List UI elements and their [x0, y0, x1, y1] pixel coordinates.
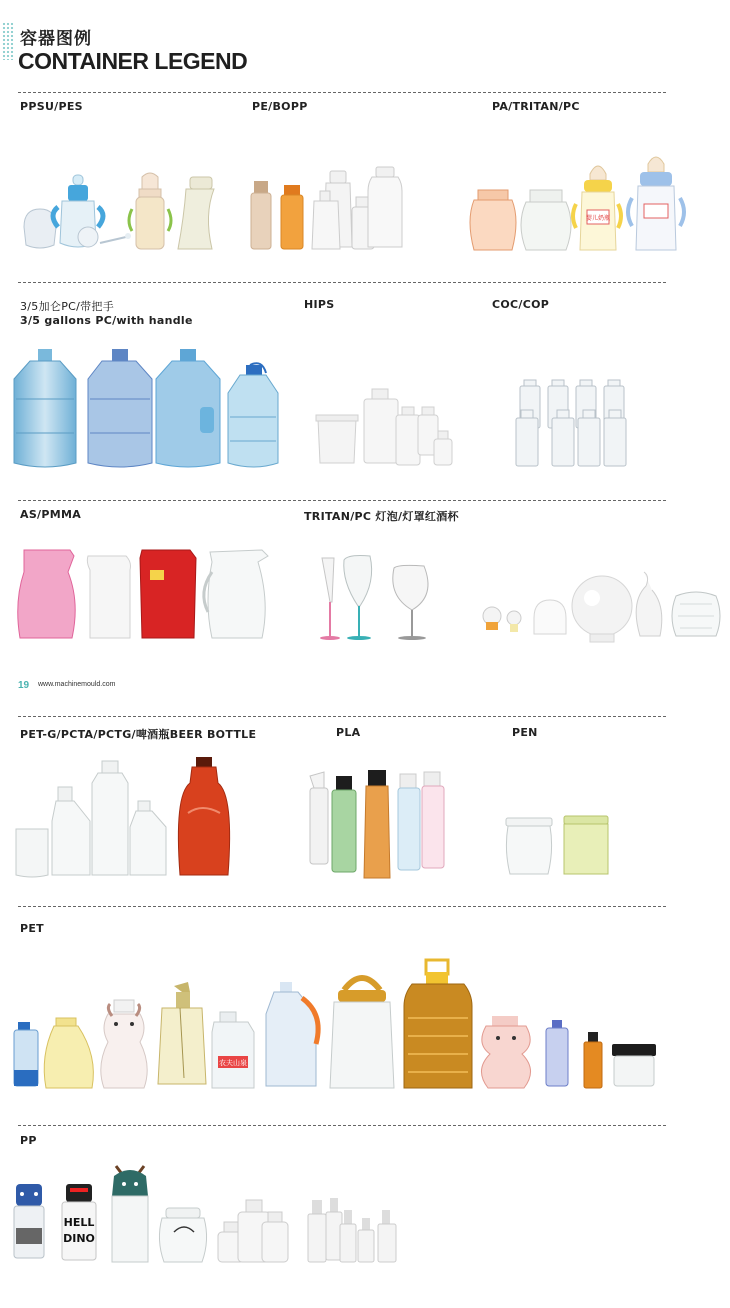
- section-label-ppsu: PPSU/PES: [20, 100, 83, 113]
- divider: [18, 906, 666, 907]
- section-label-petg: PET-G/PCTA/PCTG/啤酒瓶BEER BOTTLE: [20, 728, 257, 741]
- section-label-pen: PEN: [512, 726, 538, 739]
- decorative-dots: [2, 22, 14, 60]
- pa-tritan-products-image: [466, 150, 696, 260]
- section-label-tritan-bulb: TRITAN/PC 灯泡/灯罩红酒杯: [304, 510, 459, 523]
- petg-products-image: [12, 753, 237, 878]
- hips-products-image: [312, 385, 462, 470]
- pen-products-image: [502, 814, 612, 878]
- divider: [18, 1125, 666, 1126]
- pp-products-image: [10, 1160, 410, 1265]
- pla-products-image: [304, 768, 454, 880]
- page-title-cn: 容器图例: [20, 29, 92, 49]
- section-label-gallons-en: 3/5 gallons PC/with handle: [20, 314, 193, 327]
- hello-text-1: HELL: [63, 1216, 95, 1229]
- section-label-pe-bopp: PE/BOPP: [252, 100, 308, 113]
- section-label-pla: PLA: [336, 726, 361, 739]
- as-pmma-products-image: [14, 542, 276, 642]
- tritan-bulbs-image: [480, 570, 720, 646]
- section-label-pa-tritan: PA/TRITAN/PC: [492, 100, 580, 113]
- section-label-hips: HIPS: [304, 298, 335, 311]
- section-label-pp: PP: [20, 1134, 37, 1147]
- section-label-gallons-cn: 3/5加仑PC/带把手: [20, 300, 115, 313]
- pe-bopp-products-image: [248, 165, 408, 260]
- gallons-products-image: [12, 345, 282, 470]
- divider: [18, 92, 666, 93]
- section-label-pet: PET: [20, 922, 44, 935]
- pet-products-image: [12, 958, 662, 1093]
- coc-products-image: [512, 378, 632, 470]
- divider: [18, 282, 666, 283]
- page-title: CONTAINER LEGEND: [18, 48, 248, 74]
- footer-url: www.machinemould.com: [38, 681, 116, 688]
- water-label-text: 农夫山泉: [219, 1059, 247, 1067]
- section-label-coc: COC/COP: [492, 298, 550, 311]
- tritan-glasses-image: [314, 552, 434, 644]
- hello-text-2: DINO: [63, 1232, 95, 1245]
- divider: [18, 716, 666, 717]
- divider: [18, 500, 666, 501]
- baby-bottle-text: 婴儿奶瓶: [585, 215, 611, 222]
- page-number: 19: [18, 680, 30, 691]
- ppsu-products-image: [18, 165, 238, 260]
- section-label-as-pmma: AS/PMMA: [20, 508, 82, 521]
